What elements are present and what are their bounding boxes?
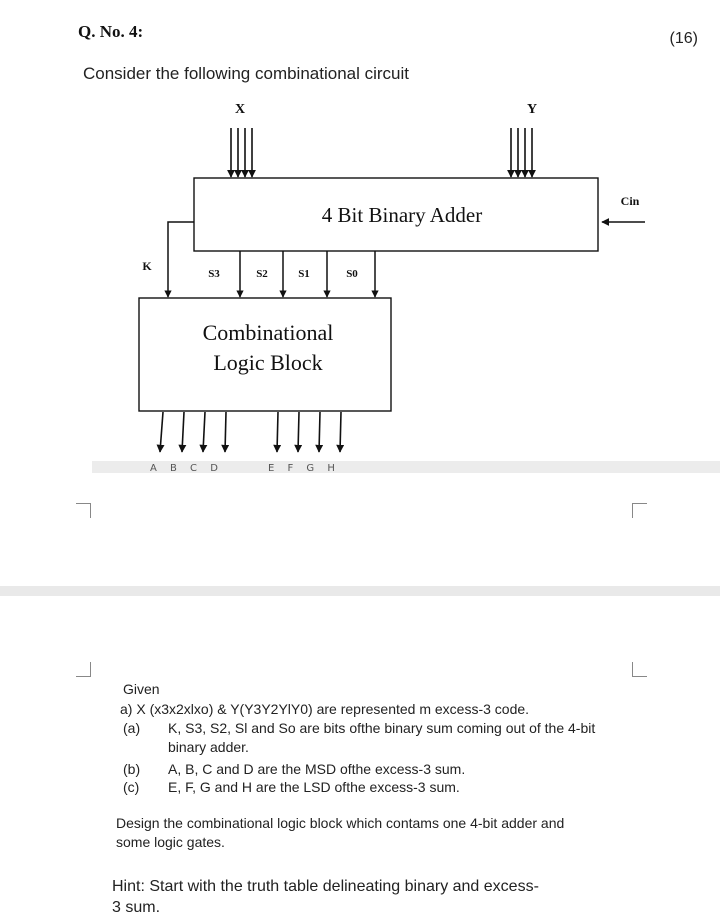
crop-mark-bottom-left xyxy=(76,662,91,677)
lsd-output-bus xyxy=(277,412,341,452)
given-item-c-label: (c) xyxy=(123,779,140,795)
s2-label: S2 xyxy=(256,268,268,280)
msd-output-labels: A B C D xyxy=(150,463,223,474)
logic-block-title-line1: Combinational xyxy=(202,320,334,345)
lsd-output-labels: E F G H xyxy=(268,463,340,474)
k-carry-line xyxy=(168,222,194,297)
given-item-a2-label: (a) xyxy=(123,720,141,736)
question-number: Q. No. 4: xyxy=(78,22,144,41)
x-input-bus xyxy=(231,128,252,177)
cin-label: Cin xyxy=(620,194,640,208)
question-intro: Consider the following combinational circuit xyxy=(83,64,409,83)
crop-mark-top-left xyxy=(76,503,91,518)
crop-mark-bottom-right xyxy=(632,662,647,677)
design-line1: Design the combinational logic block which contams one 4-bit adder and xyxy=(116,815,565,831)
msd-output-bus xyxy=(160,412,226,452)
design-line2: some logic gates. xyxy=(116,834,225,850)
page-gap xyxy=(0,586,720,596)
hint-line2: 3 sum. xyxy=(112,899,161,916)
s0-label: S0 xyxy=(346,268,358,280)
given-item-a2-line1: K, S3, S2, Sl and So are bits ofthe binary sum coming out of the 4-bit xyxy=(168,720,596,736)
crop-mark-top-right xyxy=(632,503,647,518)
x-input-label: X xyxy=(234,102,246,117)
given-heading: Given xyxy=(123,681,160,697)
given-item-b: A, B, C and D are the MSD ofthe excess-3 sum. xyxy=(168,761,466,777)
s1-label: S1 xyxy=(298,268,310,280)
logic-block-title-line2: Logic Block xyxy=(213,350,323,375)
s3-label: S3 xyxy=(208,268,220,280)
circuit-diagram xyxy=(0,95,720,485)
k-label: K xyxy=(142,259,152,273)
given-item-a: a) X (x3x2xlxo) & Y(Y3Y2YlY0) are represented m excess-3 code. xyxy=(120,701,530,717)
given-item-c: E, F, G and H are the LSD ofthe excess-3 sum. xyxy=(168,779,460,795)
given-item-b-label: (b) xyxy=(123,761,141,777)
question-marks: (16) xyxy=(669,30,698,47)
given-item-a2-line2: binary adder. xyxy=(168,739,249,755)
adder-label: 4 Bit Binary Adder xyxy=(321,203,483,227)
hint-line1: Hint: Start with the truth table delineating binary and excess- xyxy=(112,878,539,895)
y-input-label: Y xyxy=(526,102,538,117)
y-input-bus xyxy=(511,128,532,177)
